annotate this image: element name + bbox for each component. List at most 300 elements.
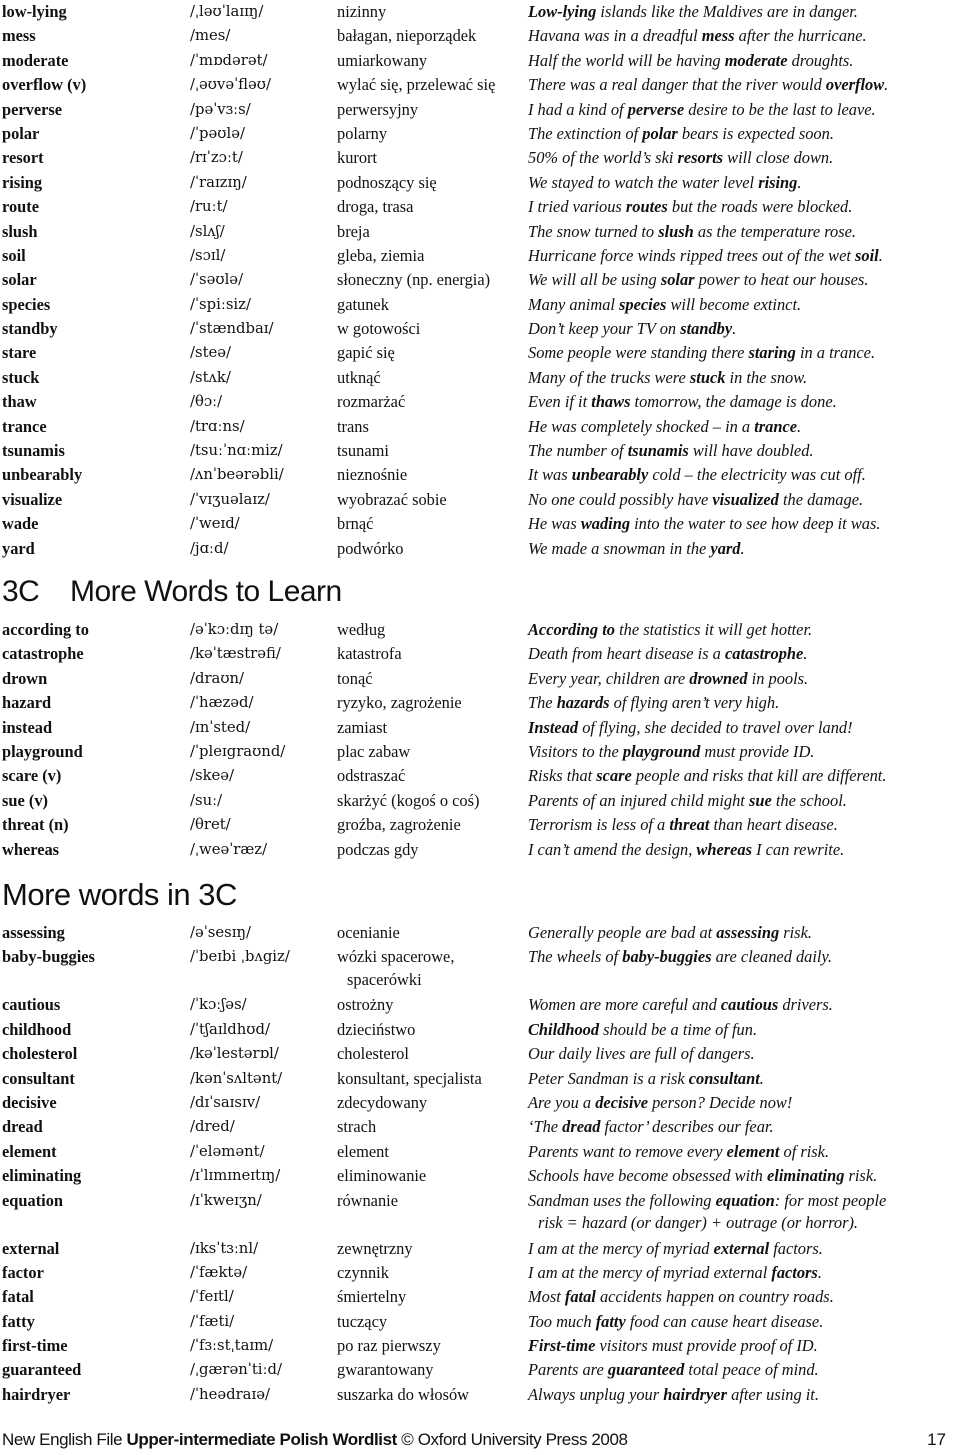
translation (337, 220, 370, 244)
word-row (0, 390, 960, 414)
word-row (0, 1018, 960, 1042)
page-number: 17 (927, 1430, 946, 1449)
phonetic: /rɪˈzɔːt/ (190, 149, 243, 167)
example-text: drivers. (778, 995, 833, 1015)
phonetic: /ˈtʃaɪldhʊd/ (190, 1020, 270, 1038)
word-row (0, 789, 960, 813)
headword: unbearably (2, 465, 83, 485)
translation-text: ryzyko, zagrożenie (337, 693, 462, 713)
phonetic: /ʌnˈbeərəbli/ (190, 466, 284, 484)
example-text: . (817, 1262, 822, 1282)
word-row (0, 0, 960, 24)
translation (337, 1115, 376, 1139)
example-text: the school. (771, 790, 847, 810)
example-text: will close down. (723, 148, 834, 168)
phonetic: /ˈweɪd/ (190, 515, 240, 533)
headword: external (2, 1238, 60, 1258)
word-row (0, 1115, 960, 1139)
example-text: food can cause heart disease. (625, 1311, 824, 1331)
headword: thaw (2, 392, 37, 412)
phonetic: /ˌəʊvəˈfləʊ/ (190, 76, 271, 94)
translation-text: śmiertelny (337, 1287, 407, 1307)
translation-text: gatunek (337, 294, 389, 314)
example-text: Visitors to the (528, 741, 623, 761)
translation (337, 512, 373, 536)
translation (337, 146, 377, 170)
example-sentence (528, 268, 868, 292)
word-row (0, 98, 960, 122)
word-row (0, 73, 960, 97)
example-text: islands like the Maldives are in danger. (596, 2, 858, 21)
example-sentence (528, 945, 832, 969)
example-keyword: Instead (528, 717, 579, 737)
translation-text: tuczący (337, 1311, 388, 1331)
phonetic: /ɪksˈtɜːnl/ (190, 1239, 259, 1257)
example-sentence (528, 1383, 819, 1407)
phonetic: /ˌgærənˈtiːd/ (190, 1361, 282, 1379)
example-text: Schools have become obsessed with (528, 1166, 767, 1186)
word-row (0, 1310, 960, 1334)
example-text: No one could possibly have (528, 489, 713, 509)
translation-text: breja (337, 221, 370, 241)
example-keyword: catastrophe (724, 644, 804, 664)
example-text: It was (528, 465, 572, 485)
translation (337, 73, 495, 97)
example-keyword: hairdryer (663, 1384, 727, 1404)
translation (337, 341, 395, 365)
example-keyword: trance (754, 416, 798, 436)
example-sentence (528, 716, 853, 740)
word-row (0, 1164, 960, 1188)
example-sentence (528, 1164, 877, 1188)
headword: cautious (2, 995, 61, 1015)
headword: consultant (2, 1068, 75, 1088)
translation (337, 1237, 413, 1261)
example-text: We stayed to watch the water level (528, 172, 759, 192)
example-keyword: guaranteed (607, 1360, 685, 1380)
example-text: The snow turned to (528, 221, 659, 241)
example-keyword: rising (758, 172, 798, 192)
example-keyword: wading (580, 514, 631, 534)
example-text: The (528, 693, 557, 713)
headword: cholesterol (2, 1044, 78, 1064)
translation (337, 740, 410, 764)
translation-text: zewnętrzny (337, 1238, 413, 1258)
phonetic: /sɔɪl/ (190, 246, 226, 264)
translation (337, 1261, 389, 1285)
headword: solar (2, 270, 37, 290)
phonetic: /kənˈsʌltənt/ (190, 1069, 283, 1087)
word-row (0, 1042, 960, 1066)
translation-text: po raz pierwszy (337, 1336, 441, 1356)
phonetic: /əˈsesɪŋ/ (190, 924, 252, 941)
phonetic: /ˈeləmənt/ (190, 1142, 265, 1160)
word-row (0, 341, 960, 365)
headword: assessing (2, 923, 65, 942)
headword: resort (2, 148, 44, 168)
headword: equation (2, 1190, 64, 1210)
section-heading-more-words: More words in 3C (2, 877, 237, 912)
phonetic: /suː/ (190, 791, 223, 809)
word-row (0, 667, 960, 691)
example-sentence (528, 0, 858, 24)
example-text: We will all be using (528, 270, 661, 290)
translation-text: plac zabaw (337, 741, 411, 761)
example-text: Parents are (528, 1360, 608, 1380)
example-text: Always unplug your (528, 1384, 664, 1404)
example-keyword: mess (701, 26, 735, 46)
example-keyword: moderate (724, 50, 788, 70)
example-sentence (528, 764, 886, 788)
example-sentence (528, 439, 814, 463)
translation-text: wyobrazać sobie (337, 489, 447, 509)
translation (337, 488, 447, 512)
headword: tsunamis (2, 441, 65, 461)
example-sentence (528, 73, 888, 97)
translation (337, 618, 385, 642)
example-sentence (528, 171, 801, 195)
wordlist-section-more-3c (0, 921, 960, 1407)
example-text: . (740, 538, 745, 558)
translation-text: odstraszać (337, 766, 406, 786)
headword: sue (v) (2, 790, 48, 810)
translation-text: droga, trasa (337, 197, 414, 217)
word-row (0, 993, 960, 1017)
headword: hairdryer (2, 1384, 71, 1404)
word-row (0, 122, 960, 146)
headword: playground (2, 741, 83, 761)
word-row (0, 921, 960, 945)
example-text: risk. (844, 1166, 878, 1186)
translation-text: katastrofa (337, 644, 402, 664)
example-text: The extinction of (528, 123, 643, 143)
phonetic: /mes/ (190, 27, 231, 45)
phonetic: /ˈpəʊlə/ (190, 124, 245, 142)
translation-text: utknąć (337, 367, 381, 387)
translation (337, 1140, 389, 1164)
phonetic: /ɪˈkweɪʒn/ (190, 1191, 262, 1209)
example-sentence (528, 1115, 774, 1139)
headword: polar (2, 123, 40, 143)
example-text: power to heat our houses. (694, 270, 869, 290)
example-sentence (528, 220, 856, 244)
example-keyword: equation (715, 1190, 775, 1210)
phonetic: /ˈfæktə/ (190, 1263, 248, 1281)
example-keyword: slush (658, 221, 694, 241)
headword: fatal (2, 1287, 34, 1307)
translation-text: tsunami (337, 441, 389, 461)
example-text: Many of the trucks were (528, 367, 690, 387)
headword: first-time (2, 1336, 68, 1356)
wordlist-section-3c (0, 618, 960, 862)
headword: low-lying (2, 2, 67, 21)
example-sentence (528, 146, 833, 170)
example-text: factor’ describes our fear. (600, 1117, 774, 1137)
phonetic: /dred/ (190, 1118, 235, 1136)
example-keyword: yard (710, 538, 741, 558)
example-text: in a trance. (795, 343, 876, 363)
phonetic: /θret/ (190, 816, 231, 834)
example-text: . (797, 172, 802, 192)
example-text: Some people were standing there (528, 343, 749, 363)
example-text: cold – the electricity was cut off. (648, 465, 866, 485)
translation-text: dzieciństwo (337, 1019, 416, 1039)
example-keyword: scare (596, 766, 632, 786)
word-row (0, 439, 960, 463)
phonetic: /ɪˈlɪmɪneɪtɪŋ/ (190, 1167, 281, 1185)
translation-text: perwersyjny (337, 99, 419, 119)
example-keyword: tsunamis (627, 441, 689, 461)
example-sentence (528, 317, 736, 341)
example-keyword: assessing (716, 923, 780, 942)
example-text: than heart disease. (709, 815, 838, 835)
example-keyword: Childhood (528, 1019, 600, 1039)
word-row (0, 195, 960, 219)
example-text: I can’t amend the design, (528, 839, 697, 859)
example-text: as the temperature rose. (693, 221, 856, 241)
example-text: I had a kind of (528, 99, 628, 119)
word-row (0, 716, 960, 740)
example-sentence (528, 1237, 823, 1261)
phonetic: /ˈheədraɪə/ (190, 1385, 270, 1403)
phonetic: /dɪˈsaɪsɪv/ (190, 1093, 261, 1111)
example-text: people and risks that kill are different. (631, 766, 887, 786)
headword: element (2, 1141, 57, 1161)
translation (337, 439, 389, 463)
example-text: Generally people are bad at (528, 923, 717, 942)
example-sentence (528, 98, 876, 122)
word-row (0, 463, 960, 487)
phonetic: /ˈbeɪbi ˌbʌgiz/ (190, 948, 290, 966)
example-keyword: dread (562, 1117, 601, 1137)
word-row (0, 24, 960, 48)
example-text: desire to be the last to leave. (684, 99, 876, 119)
section-title: More Words to Learn (70, 575, 342, 608)
translation-text: podwórko (337, 538, 404, 558)
example-keyword: Low-lying (528, 2, 597, 21)
example-text: We made a snowman in the (528, 538, 711, 558)
example-sentence (528, 415, 801, 439)
headword: guaranteed (2, 1360, 82, 1380)
word-row (0, 146, 960, 170)
headword: wade (2, 514, 39, 534)
phonetic: /stʌk/ (190, 368, 231, 386)
example-keyword: According to (528, 620, 615, 639)
word-row (0, 642, 960, 666)
headword: perverse (2, 99, 63, 119)
example-text: in pools. (747, 668, 809, 688)
phonetic: /əˈkɔːdɪŋ tə/ (190, 621, 279, 638)
example-sentence (528, 244, 883, 268)
example-keyword: unbearably (571, 465, 649, 485)
translation (337, 390, 405, 414)
example-text: Peter Sandman is a risk (528, 1068, 689, 1088)
example-text: Most (528, 1287, 565, 1307)
translation-text: trans (337, 416, 369, 436)
word-row (0, 1383, 960, 1407)
word-row (0, 1285, 960, 1309)
translation-text: nieznośnie (337, 465, 408, 485)
footer-prefix: New English File (2, 1430, 127, 1449)
example-keyword: playground (622, 741, 701, 761)
phonetic: /steə/ (190, 344, 232, 362)
translation (337, 293, 389, 317)
translation (337, 667, 373, 691)
word-row (0, 1237, 960, 1261)
example-keyword: baby-buggies (622, 947, 712, 967)
phonetic: /θɔː/ (190, 393, 223, 411)
example-sentence (528, 1285, 834, 1309)
translation-text: podnoszący się (337, 172, 437, 192)
example-sentence (528, 366, 807, 390)
translation-text: wózki spacerowe, (337, 947, 455, 967)
headword: moderate (2, 50, 69, 70)
word-row (0, 171, 960, 195)
example-text: I tried various (528, 197, 626, 217)
translation-text: zamiast (337, 717, 388, 737)
headword: fatty (2, 1311, 35, 1331)
headword: according to (2, 620, 89, 639)
phonetic: /ɪnˈsted/ (190, 718, 251, 736)
example-sentence (528, 49, 853, 73)
translation (337, 813, 461, 837)
word-row (0, 537, 960, 561)
example-text: visitors must provide proof of ID. (595, 1336, 818, 1356)
example-keyword: sue (748, 790, 772, 810)
headword: factor (2, 1262, 44, 1282)
example-sentence (528, 838, 844, 862)
example-text: Are you a (528, 1092, 596, 1112)
phonetic: /ˈraɪzɪŋ/ (190, 173, 247, 191)
example-text: must provide ID. (700, 741, 815, 761)
translation (337, 921, 400, 945)
translation (337, 1067, 482, 1091)
word-row (0, 366, 960, 390)
translation (337, 171, 437, 195)
phonetic: /tsuːˈnɑːmiz/ (190, 442, 283, 460)
example-text: : for most people (774, 1190, 887, 1210)
example-keyword: overflow (825, 75, 885, 95)
example-text: I can rewrite. (751, 839, 845, 859)
translation (337, 1285, 406, 1309)
phonetic: /ˈvɪʒuəlaɪz/ (190, 490, 270, 508)
translation-text: podczas gdy (337, 839, 419, 859)
example-text: Too much (528, 1311, 596, 1331)
word-row (0, 813, 960, 837)
headword: stare (2, 343, 37, 363)
example-keyword: resorts (677, 148, 724, 168)
example-text: . (884, 75, 889, 95)
translation-text: rozmarżać (337, 392, 406, 412)
example-sentence (528, 293, 801, 317)
example-text: He was completely shocked – in a (528, 416, 755, 436)
example-keyword: stuck (689, 367, 726, 387)
translation-text: czynnik (337, 1262, 389, 1282)
translation (337, 642, 402, 666)
example-text: of flying aren’t very high. (609, 693, 780, 713)
phonetic: /ˈpleɪgraʊnd/ (190, 742, 286, 760)
translation-text: kurort (337, 148, 378, 168)
translation-text: konsultant, specjalista (337, 1068, 482, 1088)
example-sentence (528, 1091, 792, 1115)
word-row (0, 764, 960, 788)
example-text: The number of (528, 441, 628, 461)
translation (337, 122, 387, 146)
phonetic: /ˈkɔːʃəs/ (190, 996, 247, 1014)
translation-text: ostrożny (337, 995, 394, 1015)
translation-text: zdecydowany (337, 1092, 428, 1112)
phonetic: /ˌweəˈræz/ (190, 840, 268, 858)
example-text: Many animal (528, 294, 620, 314)
translation-text: bałagan, nieporządek (337, 26, 477, 46)
example-keyword: drowned (689, 668, 748, 688)
example-keyword: staring (748, 343, 796, 363)
example-sentence (528, 921, 812, 945)
translation (337, 1383, 469, 1407)
example-text: . (732, 319, 737, 339)
translation (337, 1042, 409, 1066)
headword: slush (2, 221, 38, 241)
footer-credit (2, 1428, 628, 1452)
translation-text: gwarantowany (337, 1360, 434, 1380)
example-sentence (528, 1310, 823, 1334)
example-sentence (528, 1189, 887, 1233)
word-row (0, 1334, 960, 1358)
translation (337, 366, 381, 390)
translation (337, 764, 405, 788)
example-text: bears is expected soon. (677, 123, 834, 143)
example-text: will have doubled. (688, 441, 814, 461)
translation-text: słoneczny (np. energia) (337, 270, 491, 290)
phonetic: /trɑːns/ (190, 417, 245, 435)
example-continued: risk = hazard (or danger) + outrage (or horror). (538, 1213, 859, 1233)
translation (337, 415, 369, 439)
example-text: The wheels of (528, 947, 623, 967)
translation-text: cholesterol (337, 1044, 409, 1064)
translation (337, 463, 407, 487)
headword: childhood (2, 1019, 72, 1039)
wordlist-section-3b (0, 0, 960, 561)
section-number: 3C (2, 575, 40, 608)
example-text: He was (528, 514, 581, 534)
phonetic: /jɑːd/ (190, 539, 229, 557)
example-text: total peace of mind. (684, 1360, 819, 1380)
example-text: Our daily lives are full of dangers. (528, 1044, 755, 1064)
translation (337, 1018, 415, 1042)
translation-text: brnąć (337, 514, 374, 534)
word-row (0, 317, 960, 341)
translation-continued: spacerówki (347, 969, 422, 989)
example-text: Hurricane force winds ripped trees out of the wet (528, 245, 856, 265)
example-sentence (528, 618, 812, 642)
phonetic: /ˈsəʊlə/ (190, 271, 244, 289)
phonetic: /ˈfeɪtl/ (190, 1288, 234, 1306)
headword: yard (2, 538, 35, 558)
translation (337, 1334, 441, 1358)
word-row (0, 618, 960, 642)
translation (337, 317, 420, 341)
example-sentence (528, 1261, 822, 1285)
example-text: Risks that (528, 766, 597, 786)
example-keyword: cautious (720, 995, 779, 1015)
example-text: factors. (769, 1238, 823, 1258)
example-text: Even if it (528, 392, 592, 412)
phonetic: /ruːt/ (190, 198, 228, 216)
word-row (0, 1189, 960, 1237)
example-text: into the water to see how deep it was. (630, 514, 881, 534)
headword: soil (2, 245, 26, 265)
example-sentence (528, 512, 880, 536)
